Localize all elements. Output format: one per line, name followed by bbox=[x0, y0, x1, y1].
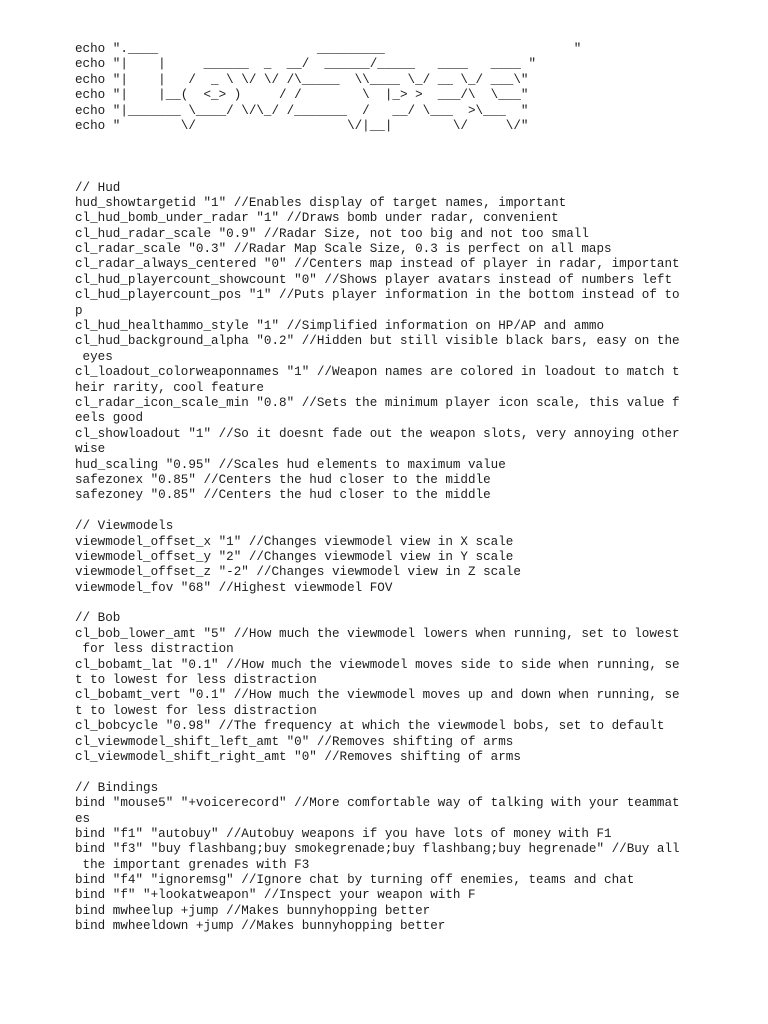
config-line: cl_bobamt_lat "0.1" //How much the viewmodel moves side to side when running, se bbox=[75, 657, 680, 672]
ascii-banner-line: echo "| | / _ \ \/ \/ /\_____ \\____ \_/ __ \_/ ___\" bbox=[75, 72, 529, 87]
section-heading: // Viewmodels bbox=[75, 519, 174, 534]
config-line: cl_radar_always_centered "0" //Centers map instead of player in radar, important bbox=[75, 257, 680, 272]
config-line: t to lowest for less distraction bbox=[75, 673, 317, 688]
config-line: cl_bobcycle "0.98" //The frequency at which the viewmodel bobs, set to default bbox=[75, 719, 665, 734]
config-line: cl_hud_radar_scale "0.9" //Radar Size, not too big and not too small bbox=[75, 226, 589, 241]
config-line: cl_bobamt_vert "0.1" //How much the viewmodel moves up and down when running, se bbox=[75, 688, 680, 703]
config-line: bind mwheelup +jump //Makes bunnyhopping better bbox=[75, 903, 431, 918]
blank-line bbox=[75, 134, 695, 149]
blank-line bbox=[75, 504, 695, 519]
config-line: viewmodel_offset_z "-2" //Changes viewmodel view in Z scale bbox=[75, 565, 521, 580]
config-line: safezoney "0.85" //Centers the hud closer to the middle bbox=[75, 488, 491, 503]
config-line: eyes bbox=[75, 349, 113, 364]
config-line: cl_bob_lower_amt "5" //How much the viewmodel lowers when running, set to lowest bbox=[75, 626, 680, 641]
config-line: eels good bbox=[75, 411, 144, 426]
config-line: the important grenades with F3 bbox=[75, 857, 310, 872]
config-line: cl_loadout_colorweaponnames "1" //Weapon names are colored in loadout to match t bbox=[75, 365, 680, 380]
ascii-banner-line: echo " \/ \/|__| \/ \/" bbox=[75, 118, 529, 133]
config-line: viewmodel_offset_y "2" //Changes viewmodel view in Y scale bbox=[75, 549, 514, 564]
config-line: for less distraction bbox=[75, 642, 234, 657]
config-line: bind "f1" "autobuy" //Autobuy weapons if you have lots of money with F1 bbox=[75, 826, 612, 841]
config-line: hud_showtargetid "1" //Enables display of target names, important bbox=[75, 195, 567, 210]
config-line: hud_scaling "0.95" //Scales hud elements to maximum value bbox=[75, 457, 506, 472]
config-line: bind "f" "+lookatweapon" //Inspect your weapon with F bbox=[75, 888, 476, 903]
config-line: cl_hud_bomb_under_radar "1" //Draws bomb under radar, convenient bbox=[75, 211, 559, 226]
config-line: cl_showloadout "1" //So it doesnt fade out the weapon slots, very annoying other bbox=[75, 426, 680, 441]
config-line: cl_hud_healthammo_style "1" //Simplified information on HP/AP and ammo bbox=[75, 319, 605, 334]
config-document bbox=[75, 42, 695, 935]
blank-line bbox=[75, 165, 695, 180]
config-line: cl_viewmodel_shift_right_amt "0" //Removes shifting of arms bbox=[75, 749, 521, 764]
config-line: viewmodel_fov "68" //Highest viewmodel FOV bbox=[75, 580, 393, 595]
section-heading: // Hud bbox=[75, 180, 121, 195]
config-line: wise bbox=[75, 442, 106, 457]
config-line: bind mwheeldown +jump //Makes bunnyhopping better bbox=[75, 919, 446, 934]
config-line: bind "f3" "buy flashbang;buy smokegrenade;buy flashbang;buy hegrenade" //Buy all bbox=[75, 842, 680, 857]
blank-line bbox=[75, 150, 695, 165]
config-line: es bbox=[75, 811, 91, 826]
ascii-banner-line: echo "| |__( <_> ) / / \ |_> > ___/\ \___" bbox=[75, 88, 529, 103]
config-line: safezonex "0.85" //Centers the hud closer to the middle bbox=[75, 472, 491, 487]
ascii-banner-line: echo "|_______ \____/ \/\_/ /_______ / __/ \___ >\___ " bbox=[75, 103, 529, 118]
config-line: cl_viewmodel_shift_left_amt "0" //Removes shifting of arms bbox=[75, 734, 514, 749]
config-line: cl_radar_scale "0.3" //Radar Map Scale Size, 0.3 is perfect on all maps bbox=[75, 242, 612, 257]
blank-line bbox=[75, 596, 695, 611]
config-line: p bbox=[75, 303, 83, 318]
blank-line bbox=[75, 765, 695, 780]
config-line: cl_radar_icon_scale_min "0.8" //Sets the minimum player icon scale, this value f bbox=[75, 395, 680, 410]
config-line: bind "f4" "ignoremsg" //Ignore chat by turning off enemies, teams and chat bbox=[75, 873, 635, 888]
config-line: cl_hud_playercount_showcount "0" //Shows player avatars instead of numbers left bbox=[75, 272, 673, 287]
config-line: heir rarity, cool feature bbox=[75, 380, 264, 395]
ascii-banner-line: echo "| | ______ _ __/ ______/_____ ____ ____ " bbox=[75, 57, 537, 72]
config-line: cl_hud_background_alpha "0.2" //Hidden but still visible black bars, easy on the bbox=[75, 334, 680, 349]
section-heading: // Bindings bbox=[75, 780, 159, 795]
config-line: viewmodel_offset_x "1" //Changes viewmodel view in X scale bbox=[75, 534, 514, 549]
config-line: cl_hud_playercount_pos "1" //Puts player information in the bottom instead of to bbox=[75, 288, 680, 303]
config-line: bind "mouse5" "+voicerecord" //More comfortable way of talking with your teammat bbox=[75, 796, 680, 811]
config-line: t to lowest for less distraction bbox=[75, 703, 317, 718]
section-heading: // Bob bbox=[75, 611, 121, 626]
ascii-banner-line: echo ".____ _________ " bbox=[75, 42, 582, 56]
